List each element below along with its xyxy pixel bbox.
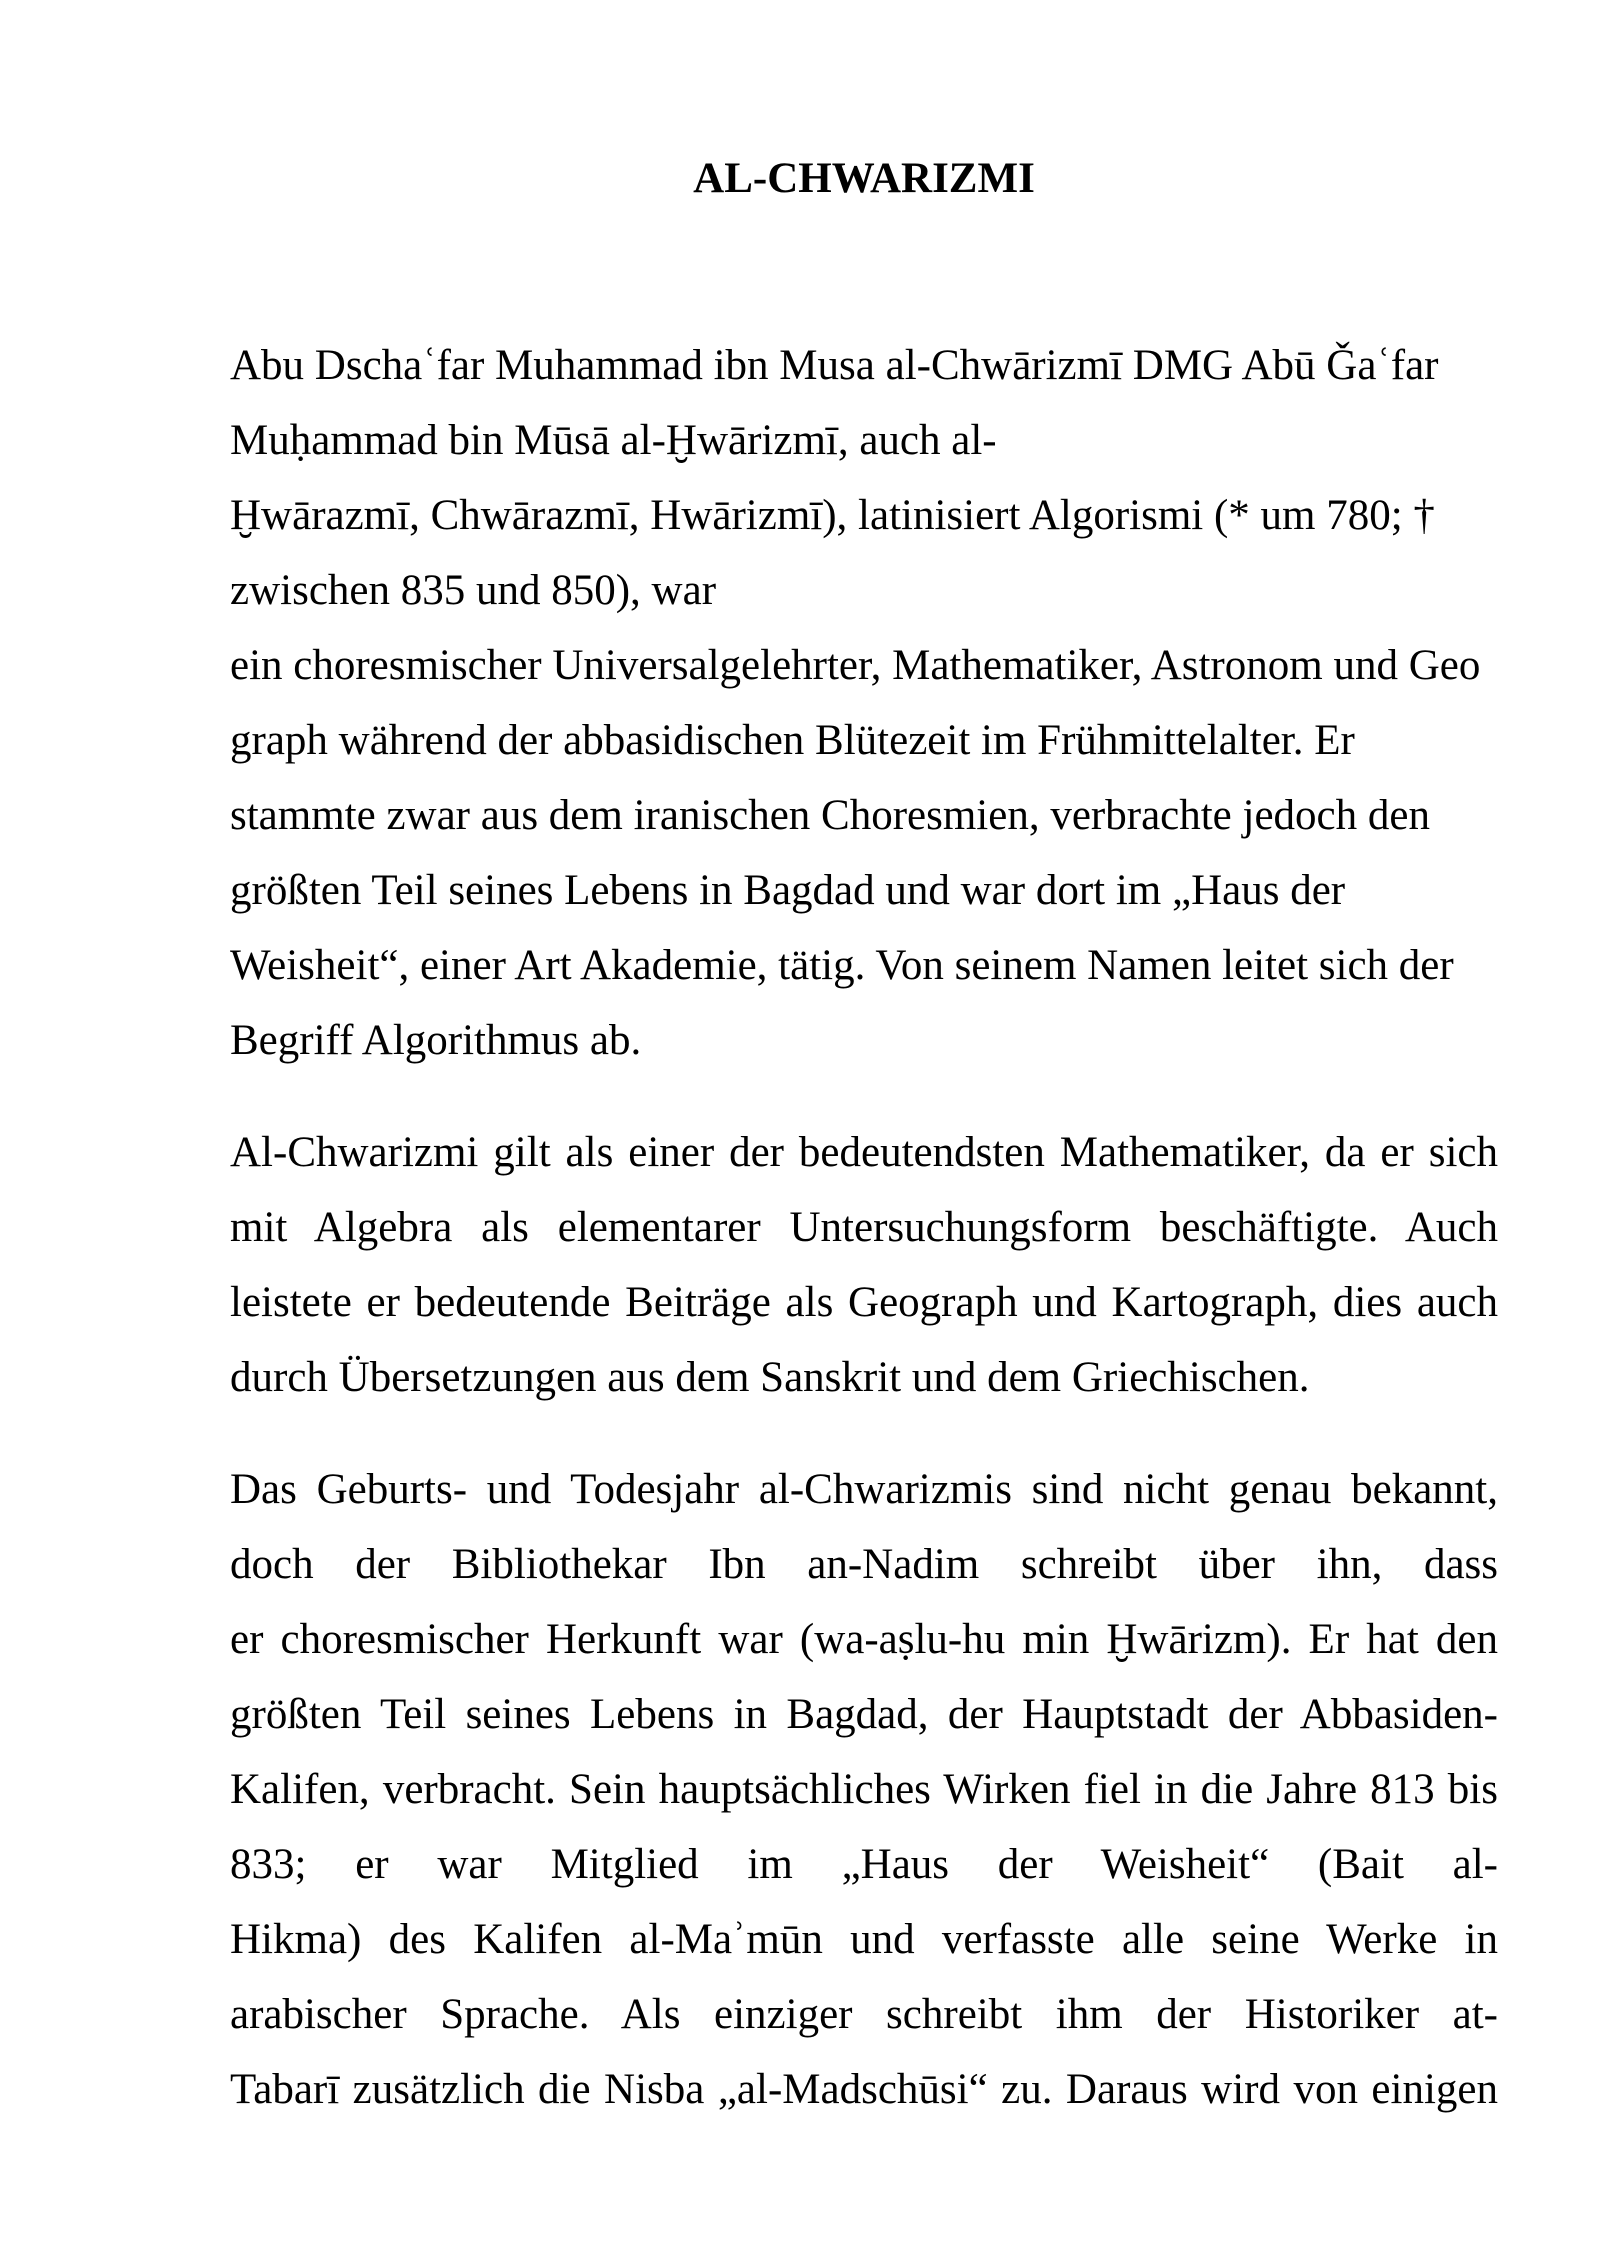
text-line: Abu Dschaʿfar Muhammad ibn Musa al-Chwārizmī DMG Abū Ǧaʿfar: [230, 342, 1439, 389]
text-line: stammte zwar aus dem iranischen Choresmien, verbrachte jedoch den: [230, 792, 1430, 839]
text-line: Ḫwārazmī, Chwārazmī, Hwārizmī), latinisiert Algorismi (* um 780; †: [230, 492, 1435, 539]
text-line: Begriff Algorithmus ab.: [230, 1017, 642, 1064]
text-line: ein choresmischer Universalgelehrter, Mathematiker, Astronom und Geo: [230, 642, 1481, 689]
text-line: Al-Chwarizmi gilt als einer der bedeutendsten Mathematiker, da er sich: [230, 1129, 1498, 1176]
text-line: arabischer Sprache. Als einziger schreibt ihm der Historiker at-: [230, 1991, 1498, 2038]
document-title: AL-CHWARIZMI: [693, 155, 1035, 202]
text-line: Das Geburts- und Todesjahr al-Chwarizmis sind nicht genau bekannt,: [230, 1466, 1498, 1513]
text-line: zwischen 835 und 850), war: [230, 567, 717, 614]
text-line: 833; er war Mitglied im „Haus der Weisheit“ (Bait al-: [230, 1841, 1498, 1888]
text-line: Muḥammad bin Mūsā al-Ḫwārizmī, auch al-: [230, 417, 997, 464]
text-line: größten Teil seines Lebens in Bagdad und war dort im „Haus der: [230, 867, 1346, 914]
text-line: Weisheit“, einer Art Akademie, tätig. Von seinem Namen leitet sich der: [230, 942, 1454, 989]
text-line: Hikma) des Kalifen al-Maʾmūn und verfasste alle seine Werke in: [230, 1916, 1498, 1963]
paragraph-biography: [230, 328, 1498, 1078]
text-line: doch der Bibliothekar Ibn an-Nadim schreibt über ihn, dass: [230, 1541, 1498, 1588]
document-body: [230, 328, 1498, 2164]
text-line: leistete er bedeutende Beiträge als Geograph und Kartograph, dies auch: [230, 1279, 1498, 1326]
text-line: er choresmischer Herkunft war (wa-aṣlu-hu min Ḫwārizm). Er hat den: [230, 1616, 1498, 1663]
text-line: graph während der abbasidischen Blütezeit im Frühmittelalter. Er: [230, 717, 1355, 764]
text-line: größten Teil seines Lebens in Bagdad, der Hauptstadt der Abbasiden-: [230, 1691, 1498, 1738]
text-line: Kalifen, verbracht. Sein hauptsächliches Wirken fiel in die Jahre 813 bis: [230, 1766, 1498, 1813]
text-line: Tabarī zusätzlich die Nisba „al-Madschūsi“ zu. Daraus wird von einigen: [230, 2066, 1498, 2113]
paragraph-life: [230, 1452, 1498, 2127]
text-line: durch Übersetzungen aus dem Sanskrit und dem Griechischen.: [230, 1354, 1310, 1401]
text-line: mit Algebra als elementarer Untersuchungsform beschäftigte. Auch: [230, 1204, 1498, 1251]
paragraph-significance: [230, 1115, 1498, 1415]
